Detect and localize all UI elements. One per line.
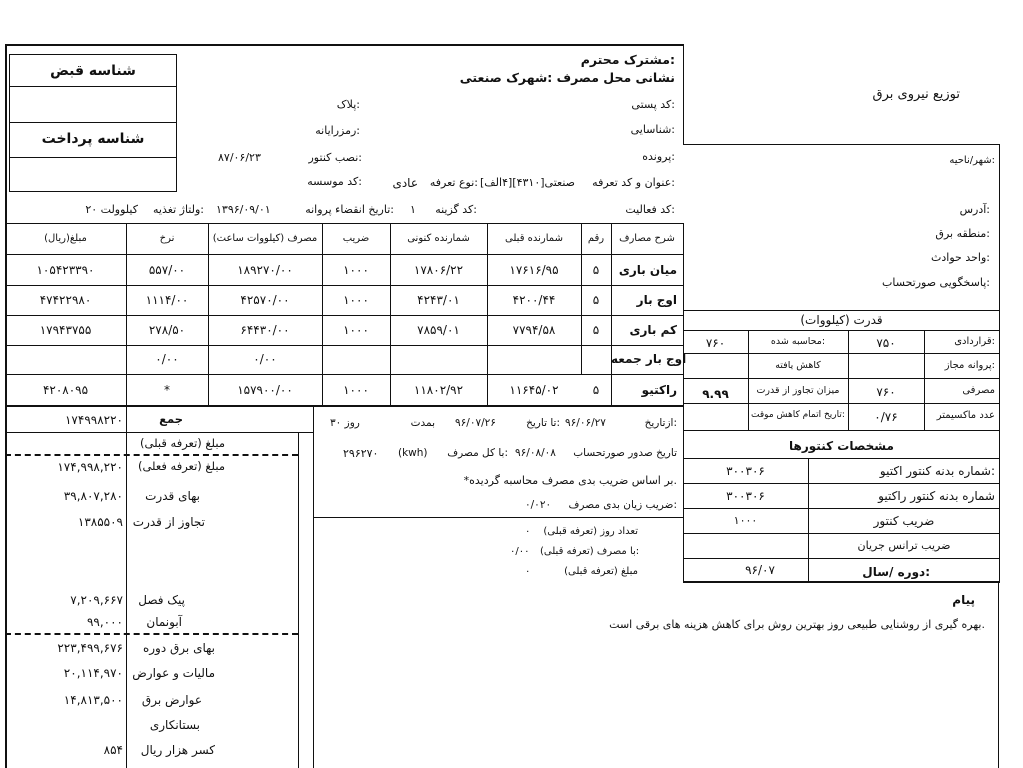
frame-divider (683, 44, 684, 144)
reduction-end-label: تاریخ اتمام کاهش موقت: (751, 410, 845, 420)
rounding-label: کسر هزار ریال (140, 743, 215, 757)
subscription-value: ۹۹,۰۰۰ (86, 615, 123, 629)
row-amount: ۴۲۰۸۰۹۵ (42, 383, 89, 397)
password-label: رمزرایانه: (315, 124, 360, 137)
computed-label: محاسبه شده: (770, 336, 826, 347)
row-prev: ۱۷۶۱۶/۹۵ (509, 263, 559, 277)
period-label: دوره /سال: (862, 565, 930, 579)
row-usage: ۰/۰۰ (253, 352, 277, 366)
sum-value: ۱۷۴۹۹۸۲۲۰ (64, 413, 123, 427)
max-label: عدد ماکسیمتر (936, 410, 995, 421)
total-usage-value: ۲۹۶۲۷۰ (343, 447, 379, 460)
row-digit: ۵ (592, 383, 600, 397)
row-digit: ۵ (592, 293, 600, 307)
payment-id-label: شناسه پرداخت (41, 131, 145, 147)
row-usage: ۱۵۷۹۰۰/۰۰ (237, 383, 293, 397)
row-prev: ۴۲۰۰/۴۴ (512, 293, 556, 307)
meter-factor-value: ۱۰۰۰ (733, 514, 758, 527)
bill-id-label: شناسه قبض (50, 63, 136, 79)
row-digit: ۵ (592, 323, 600, 337)
credit-label: بستانکاری (149, 718, 200, 732)
company-name: توزیع نیروی برق (872, 87, 960, 102)
row-curr: ۱۱۸۰۲/۹۲ (413, 383, 464, 397)
current-tariff-label: مبلغ (تعرفه فعلی) (137, 459, 225, 473)
message-text: بهره گیری از روشنایی طبیعی روز بهترین روش برای کاهش هزینه های برقی است. (609, 618, 985, 631)
license-label: پروانه مجاز: (944, 360, 995, 371)
responder-label: پاسخگویی صورتحساب: (882, 276, 990, 289)
row-factor: ۱۰۰۰ (343, 323, 369, 337)
calc-note: *بر اساس ضریب بدی مصرف محاسبه گردیده. (463, 474, 677, 487)
prev-amount-value: ۰ (525, 566, 531, 577)
row-digit: ۵ (592, 263, 600, 277)
prev-usage-value: ۰/۰۰ (510, 546, 530, 557)
supply-voltage-value: ۲۰ کیلوولت (85, 203, 138, 216)
header-digit: رقم (587, 233, 605, 244)
greeting: مشترک محترم: (580, 52, 675, 67)
header-curr-reading: شمارنده کنونی (407, 233, 470, 244)
header-rate: نرخ (159, 233, 175, 244)
row-curr: ۷۸۵۹/۰۱ (417, 323, 460, 337)
period-cost-value: ۲۲۳,۴۹۹,۶۷۶ (57, 641, 123, 655)
message-title: پیام (952, 593, 975, 607)
identifier-label: شناسایی: (630, 123, 675, 136)
meters-title: مشخصات کنتورها (789, 439, 894, 453)
power-title: قدرت (کیلووات) (800, 313, 883, 327)
postal-code-label: کد پستی: (631, 98, 675, 111)
subscription-label: آبونمان (146, 615, 182, 629)
row-label: راکتیو (641, 383, 677, 397)
region-label: منطقه برق: (935, 227, 990, 240)
row-usage: ۶۴۴۳۰/۰۰ (240, 323, 290, 337)
tariff-title-label: عنوان و کد تعرفه: (592, 176, 675, 189)
tariff-type-label: نوع تعرفه: (429, 176, 478, 189)
row-factor: ۱۰۰۰ (343, 383, 369, 397)
row-rate: ۵۵۷/۰۰ (148, 263, 186, 277)
row-factor: ۱۰۰۰ (343, 263, 369, 277)
activity-code-label: کد فعالیت: (625, 203, 675, 216)
header-usage: مصرف (کیلووات ساعت) (212, 233, 318, 244)
tariff-type-value: عادی (392, 176, 418, 190)
issue-value: ۹۶/۰۸/۰۸ (515, 447, 556, 459)
period-cost-label: بهای برق دوره (142, 641, 215, 655)
header-description: شرح مصارف (619, 233, 675, 244)
row-rate: ۲۷۸/۵۰ (148, 323, 186, 337)
reactive-meter-value: ۳۰۰۳۰۶ (726, 489, 765, 503)
max-value: ۰/۷۶ (874, 410, 898, 424)
frame-top (5, 44, 683, 46)
prev-usage-label: با مصرف (تعرفه قبلی): (540, 546, 640, 557)
address-label: آدرس: (959, 203, 990, 216)
row-rate: ۱۱۱۴/۰۰ (145, 293, 189, 307)
row-amount: ۴۷۴۲۲۹۸۰ (39, 293, 92, 307)
row-factor: ۱۰۰۰ (343, 293, 369, 307)
consumption-value: ۷۶۰ (876, 385, 896, 399)
header-amount: مبلغ(ریال) (44, 233, 87, 244)
from-label: ازتاریخ: (644, 417, 677, 429)
institution-code-label: کد موسسه: (307, 175, 362, 188)
rounding-value: ۸۵۴ (103, 743, 123, 757)
row-curr: ۴۲۴۳/۰۱ (417, 293, 460, 307)
to-value: ۹۶/۰۷/۲۶ (455, 417, 496, 429)
season-peak-value: ۷,۲۰۹,۶۶۷ (70, 593, 123, 607)
row-rate: ۰/۰۰ (155, 352, 179, 366)
season-peak-label: پیک فصل (138, 593, 185, 607)
row-label: اوج بار جمعه (611, 352, 687, 366)
prev-tariff-label: مبلغ (تعرفه قبلی) (140, 436, 225, 450)
excess-cost-label: تجاوز از قدرت (132, 515, 205, 529)
levy-label: عوارض برق (141, 693, 202, 707)
duration-label: بمدت (410, 417, 435, 429)
row-label: اوج بار (636, 293, 677, 307)
tariff-title-value: صنعتی[۴۳۱۰][۴الف] (480, 176, 575, 189)
meter-factor-label: ضریب کنتور (873, 514, 935, 528)
plate-label: پلاک: (336, 98, 360, 111)
row-prev: ۱۱۶۴۵/۰۲ (509, 383, 559, 397)
power-cost-label: بهای قدرت (145, 489, 200, 503)
license-expiry-label: تاریخ انقضاء پروانه: (305, 203, 394, 216)
header-factor: ضریب (342, 233, 370, 244)
active-meter-label: شماره بدنه کنتور اکتیو: (879, 464, 995, 478)
option-code-label: کد گزینه: (435, 203, 477, 216)
levy-value: ۱۴,۸۱۳,۵۰۰ (63, 693, 123, 707)
row-amount: ۱۰۵۴۲۳۳۹۰ (36, 263, 95, 277)
excess-cost-value: ۱۳۸۵۵۰۹ (77, 515, 123, 529)
license-expiry-value: ۱۳۹۶/۰۹/۰۱ (216, 203, 271, 216)
loss-factor-label: ضریب زیان بدی مصرف: (568, 499, 677, 511)
row-rate: * (164, 383, 170, 397)
active-meter-value: ۳۰۰۳۰۶ (726, 464, 765, 478)
row-curr: ۱۷۸۰۶/۲۲ (413, 263, 464, 277)
contract-label: قراردادی: (954, 336, 995, 347)
tax-value: ۲۰,۱۱۴,۹۷۰ (63, 666, 123, 680)
city-label: شهر/ناحیه: (949, 155, 995, 166)
excess-value: ۹.۹۹ (702, 387, 729, 401)
header-prev-reading: شمارنده قبلی (505, 233, 563, 244)
total-usage-unit: (kwh) (398, 447, 428, 459)
loss-factor-value: ۰/۰۲۰ (525, 499, 552, 511)
reduced-label: کاهش یافته (775, 360, 821, 371)
row-prev: ۷۷۹۴/۵۸ (512, 323, 556, 337)
unit-label: واحد حوادث: (931, 251, 990, 264)
option-code-value: ۱ (410, 203, 416, 216)
meter-install-value: ۸۷/۰۶/۲۳ (218, 151, 261, 164)
prev-days-label: تعداد روز (تعرفه قبلی) (543, 526, 638, 537)
row-usage: ۱۸۹۲۷۰/۰۰ (237, 263, 293, 277)
power-cost-value: ۳۹,۸۰۷,۲۸۰ (63, 489, 123, 503)
address-line: نشانی محل مصرف :شهرک صنعتی (459, 70, 675, 85)
computed-value: ۷۶۰ (705, 336, 726, 350)
reactive-meter-label: شماره بدنه کنتور راکتیو (878, 489, 995, 503)
current-tariff-value: ۱۷۴,۹۹۸,۲۲۰ (57, 460, 123, 474)
ct-label: ضریب ترانس جریان (857, 539, 951, 552)
tax-label: مالیات و عوارض (132, 666, 215, 680)
consumption-label: مصرفی (962, 385, 995, 396)
duration-value: ۳۰ روز (330, 417, 360, 429)
total-usage-label: با کل مصرف: (447, 447, 508, 459)
to-label: تا تاریخ: (526, 417, 560, 429)
from-value: ۹۶/۰۶/۲۷ (565, 417, 606, 429)
prev-days-value: ۰ (525, 526, 531, 537)
row-label: میان باری (618, 263, 677, 277)
contract-value: ۷۵۰ (876, 336, 896, 350)
meter-install-label: نصب کنتور: (308, 151, 362, 164)
prev-amount-label: مبلغ (تعرفه قبلی) (564, 566, 638, 577)
supply-voltage-label: ولتاژ تغذیه: (153, 203, 204, 216)
row-label: کم باری (629, 323, 677, 337)
issue-label: تاریخ صدور صورتحساب (573, 447, 677, 459)
row-usage: ۴۲۵۷۰/۰۰ (240, 293, 290, 307)
row-amount: ۱۷۹۴۳۷۵۵ (39, 323, 92, 337)
file-label: پرونده: (642, 150, 675, 163)
excess-label: میزان تجاوز از قدرت (756, 385, 840, 396)
period-value: ۹۶/۰۷ (745, 563, 775, 577)
sum-label: جمع (159, 412, 183, 426)
